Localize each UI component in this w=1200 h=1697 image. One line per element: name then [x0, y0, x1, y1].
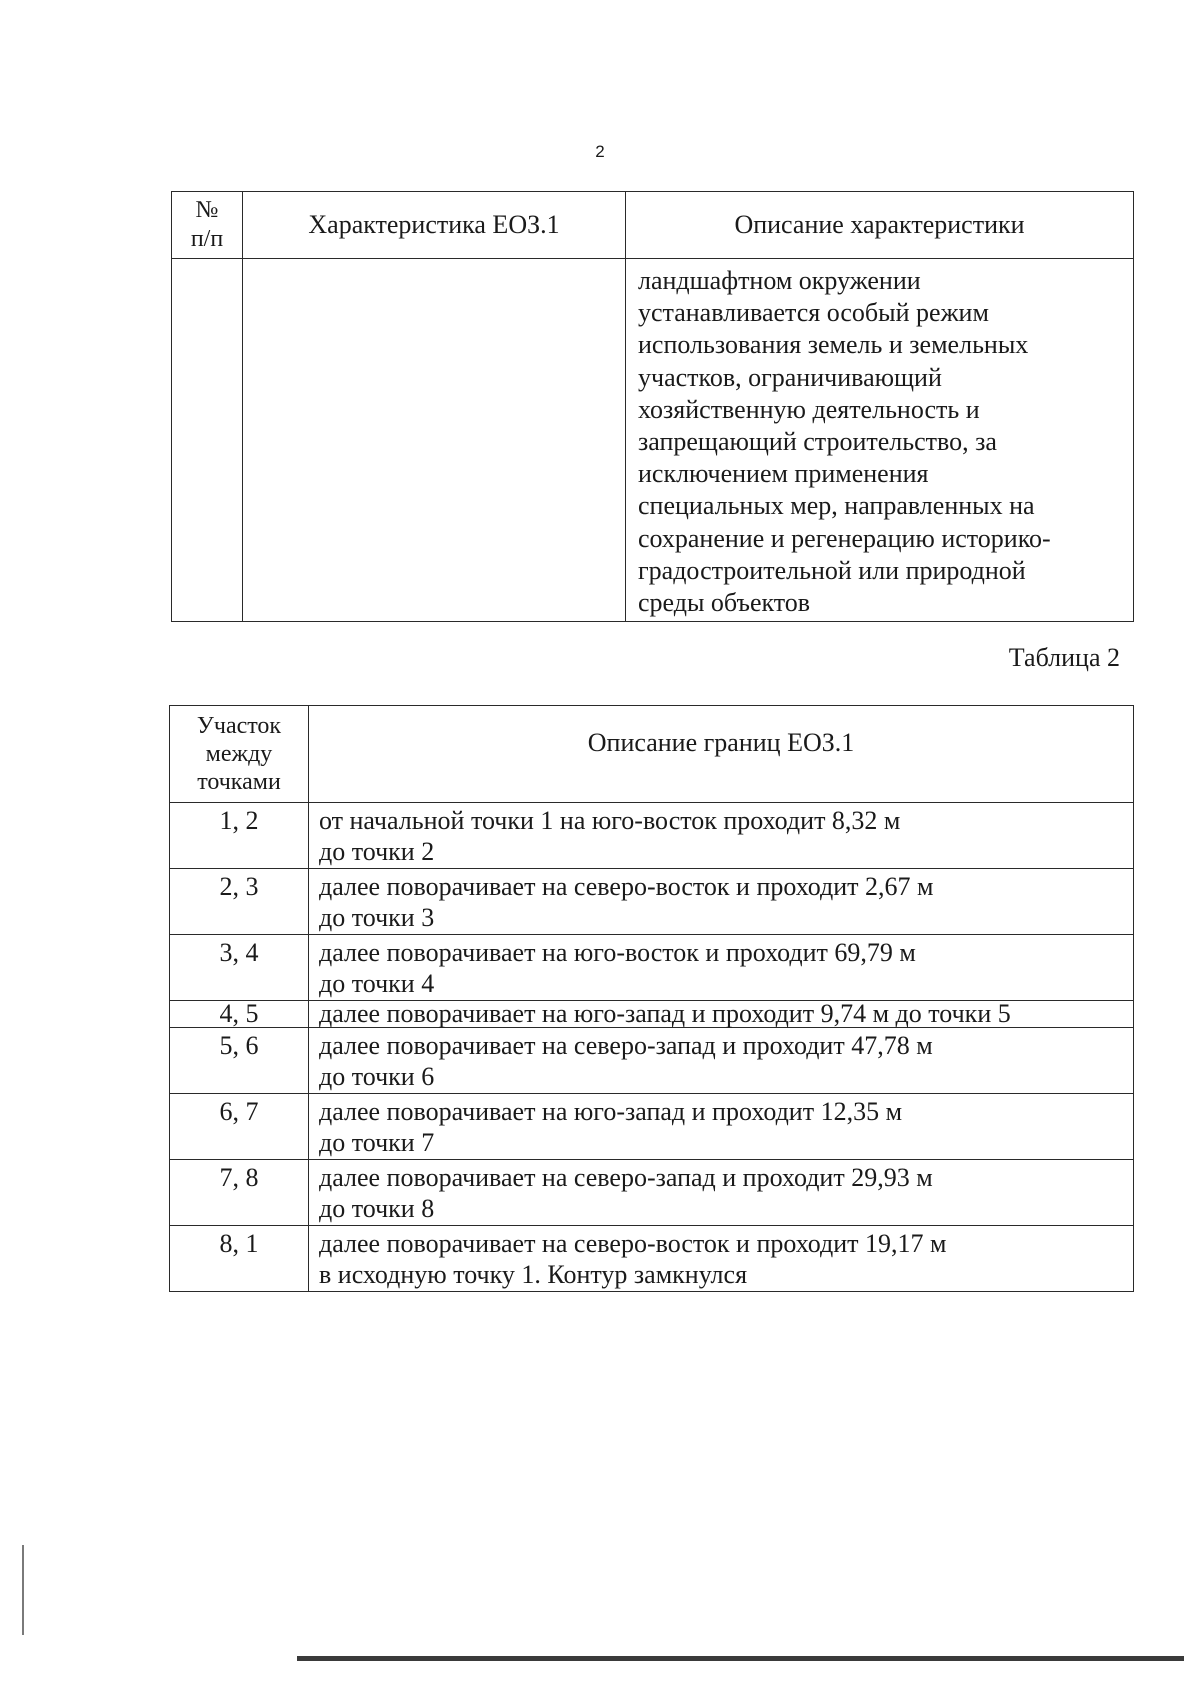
segment-cell: 3, 4: [170, 935, 309, 1001]
description-cell: далее поворачивает на северо-восток и проходит 19,17 м в исходную точку 1. Контур замкнулся: [309, 1226, 1134, 1292]
description-cell: далее поворачивает на юго-восток и проходит 69,79 м до точки 4: [309, 935, 1134, 1001]
description-cell: далее поворачивает на юго-запад и проходит 9,74 м до точки 5: [309, 1001, 1134, 1028]
cell-number: [172, 259, 243, 622]
segment-cell: 2, 3: [170, 869, 309, 935]
table-row: [170, 1001, 1134, 1028]
table-row: [170, 803, 1134, 869]
cell-characteristic: [243, 259, 626, 622]
margin-mark: [22, 1545, 24, 1635]
header-boundary-description: Описание границ ЕОЗ.1: [309, 706, 1134, 803]
description-cell: далее поворачивает на юго-запад и проходит 12,35 м до точки 7: [309, 1094, 1134, 1160]
table-header-row: [170, 706, 1134, 803]
page-number: 2: [595, 142, 605, 161]
description-cell: далее поворачивает на северо-запад и проходит 29,93 м до точки 8: [309, 1160, 1134, 1226]
segment-cell: 6, 7: [170, 1094, 309, 1160]
description-cell: далее поворачивает на северо-восток и проходит 2,67 м до точки 3: [309, 869, 1134, 935]
segment-cell: 1, 2: [170, 803, 309, 869]
cell-description: ландшафтном окружении устанавливается особый режим использования земель и земельных участков, ограничивающий хозяйственную деятельность и запрещающий строительство, за исключением применения специальных мер, направленных на сохранение и регенерацию историко- градостроительной или природной среды объектов: [626, 259, 1134, 622]
characteristics-table: [171, 191, 1134, 622]
segment-cell: 7, 8: [170, 1160, 309, 1226]
table-row: [170, 935, 1134, 1001]
header-segment: Участок между точками: [170, 706, 309, 803]
header-number: № п/п: [172, 192, 243, 259]
bottom-rule: [297, 1656, 1184, 1661]
boundaries-table: [169, 705, 1134, 1292]
description-cell: от начальной точки 1 на юго-восток проходит 8,32 м до точки 2: [309, 803, 1134, 869]
header-characteristic: Характеристика ЕОЗ.1: [243, 192, 626, 259]
description-cell: далее поворачивает на северо-запад и проходит 47,78 м до точки 6: [309, 1028, 1134, 1094]
table-row: [170, 1226, 1134, 1292]
table-row: [170, 1028, 1134, 1094]
segment-cell: 5, 6: [170, 1028, 309, 1094]
table-2-label: Таблица 2: [1008, 643, 1120, 672]
table-row: [172, 259, 1134, 622]
table-row: [170, 1094, 1134, 1160]
table-row: [170, 869, 1134, 935]
segment-cell: 8, 1: [170, 1226, 309, 1292]
header-description: Описание характеристики: [626, 192, 1134, 259]
table-header-row: [172, 192, 1134, 259]
segment-cell: 4, 5: [170, 1001, 309, 1028]
table-row: [170, 1160, 1134, 1226]
